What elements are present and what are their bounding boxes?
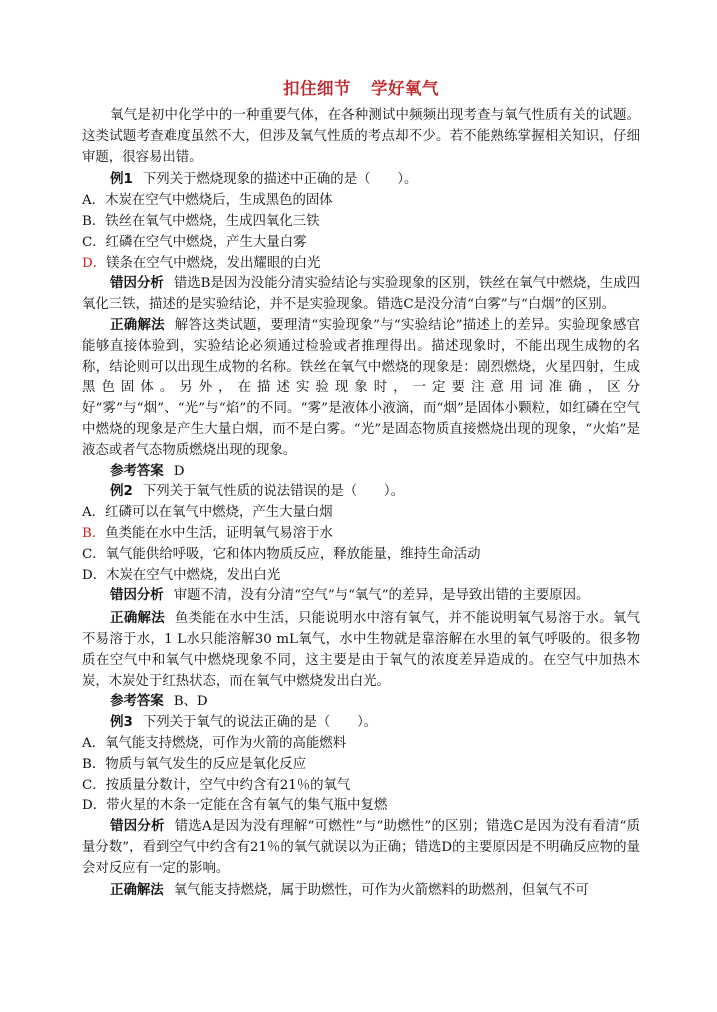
option-b: B．物质与氧气发生的反应是氧化反应: [82, 756, 307, 772]
option-d: D．镁条在空气中燃烧，发出耀眼的白光: [82, 255, 321, 271]
example-2-label: 例2: [110, 484, 133, 500]
option-c: C．氧气能供给呼吸，它和体内物质反应，释放能量，维持生命活动: [82, 546, 481, 562]
option-d: D．带火星的木条一定能在含有氧气的集气瓶中复燃: [82, 798, 388, 814]
correct-solution: 正确解法 鱼类能在水中生活，只能说明水中溶有氧气，并不能说明氧气易溶于水。氧气不易溶于水，1 L水只能溶解30 mL氧气，水中生物就是靠溶解在水里的氧气呼吸的。很多物质在空气中和氧气中燃烧现象不同，这主要是由于氧气的浓度差异造成的。在空气中加热木炭，木炭处于红热状态，而在氧气中燃烧发出白光。: [82, 611, 641, 689]
option-a: A．木炭在空气中燃烧后，生成黑色的固体: [82, 193, 333, 209]
example-2-question: 例2 下列关于氧气性质的说法错误的是（ ）。: [110, 484, 404, 500]
title-part-2: 学好氧气: [371, 79, 439, 98]
article-title: [82, 78, 640, 100]
answer-marker: B．: [82, 525, 106, 541]
example-3-question: 例3 下列关于氧气的说法正确的是（ ）。: [110, 715, 378, 731]
example-1-question: 例1 下列关于燃烧现象的描述中正确的是（ ）。: [110, 172, 418, 188]
error-analysis: 错因分析 错选A是因为没有理解“可燃性”与“助燃性”的区别；错选C是因为没有看清“质量分数”，看到空气中约含有21％的氧气就误以为正确；错选D的主要原因是不明确反应物的量会对反应有一定的影响。: [82, 819, 640, 876]
error-analysis: 错因分析 错选B是因为没能分清实验结论与实验现象的区别，铁丝在氧气中燃烧，生成四氧化三铁，描述的是实验结论，并不是实验现象。错选C是没分清“白雾”与“白烟”的区别。: [82, 276, 640, 313]
option-c: C．按质量分数计，空气中约含有21％的氧气: [82, 777, 351, 793]
title-part-1: 扣住细节: [283, 79, 351, 98]
option-b: B．铁丝在氧气中燃烧，生成四氧化三铁: [82, 213, 320, 229]
document-page: [82, 78, 640, 902]
option-b: B．鱼类能在水中生活，证明氧气易溶于水: [82, 525, 333, 541]
intro-paragraph: 氧气是初中化学中的一种重要气体，在各种测试中频频出现考查与氧气性质有关的试题。这类试题考查难度虽然不大，但涉及氧气性质的考点却不少。若不能熟练掌握相关知识，仔细审题，很容易出错。: [82, 108, 640, 165]
reference-answer: 参考答案 D: [110, 463, 185, 479]
example-3: [82, 713, 640, 902]
option-a: A．氧气能支持燃烧，可作为火箭的高能燃料: [82, 735, 347, 751]
answer-marker: D．: [82, 255, 107, 271]
option-a: A．红磷可以在氧气中燃烧，产生大量白烟: [82, 505, 333, 521]
reference-answer: 参考答案 B、D: [110, 694, 208, 710]
correct-solution: 正确解法 氧气能支持燃烧，属于助燃性，可作为火箭燃料的助燃剂，但氧气不可: [110, 883, 589, 899]
option-c: C．红磷在空气中燃烧，产生大量白雾: [82, 234, 307, 250]
example-2: [82, 482, 640, 713]
example-3-label: 例3: [110, 715, 133, 731]
example-1: [82, 170, 640, 482]
correct-solution: 正确解法 解答这类试题，要理清“实验现象”与“实验结论”描述上的差异。实验现象感官能够直接体验到，实验结论必须通过检验或者推理得出。描述现象时，不能出现生成物的名称，结论则可以出现生成物的名称。铁丝在氧气中燃烧的现象是：剧烈燃烧，火星四射，生成黑色固体。另外，在描述实验现象时，一定要注意用词准确，区分好“雾”与“烟”、“光”与“焰”的不同。“雾”是液体小液滴，而“烟”是固体小颗粒，如红磷在空气中燃烧的现象是产生大量白烟，而不是白雾。“光”是固态物质直接燃烧出现的现象，“火焰”是液态或者气态物质燃烧出现的现象。: [82, 317, 640, 458]
error-analysis: 错因分析 审题不清，没有分清“空气”与“氧气”的差异，是导致出错的主要原因。: [110, 588, 590, 604]
example-1-label: 例1: [110, 172, 133, 188]
option-d: D．木炭在空气中燃烧，发出白光: [82, 567, 281, 583]
